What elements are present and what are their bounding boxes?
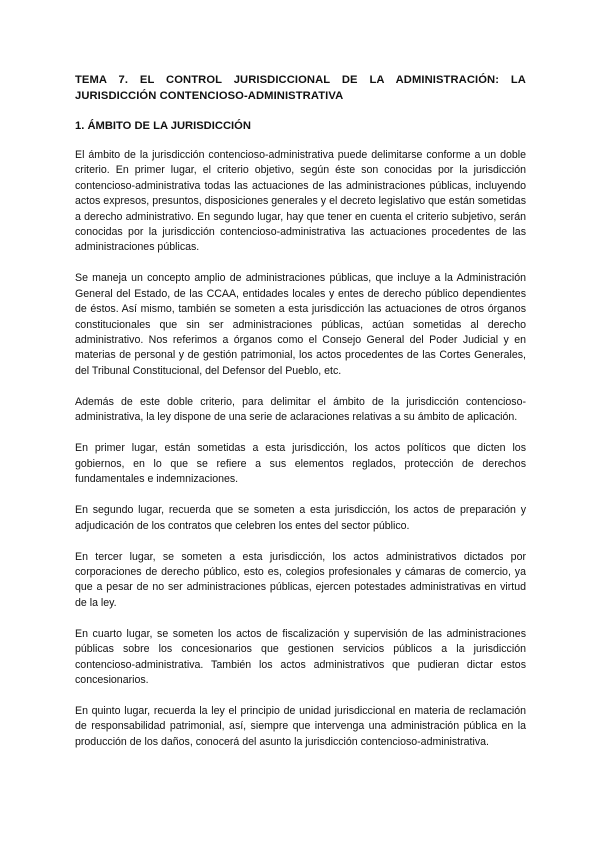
document-title: TEMA 7. EL CONTROL JURISDICCIONAL DE LA ADMINISTRACIÓN: LA JURISDICCIÓN CONTENCIOSO-ADMINISTRATIVA xyxy=(75,74,526,102)
paragraph-concept: Se maneja un concepto amplio de administraciones públicas, que incluye a la Administración General del Estado, de las CCAA, entidades locales y entes de derecho público dependientes de éstos. Así mismo, también se someten a esta jurisdicción las actuaciones de otros órganos constitucionales que sin ser administraciones públicas, actúan sometidas al derecho administrativo. Nos referimos a órganos como el Consejo General del Poder Judicial y en materias de personal y de gestión patrimonial, los actos procedentes de las Cortes Generales, del Tribunal Constitucional, del Defensor del Pueblo, etc. xyxy=(75,272,526,377)
paragraph-third: En tercer lugar, se someten a esta jurisdicción, los actos administrativos dictados por corporaciones de derecho público, esto es, colegios profesionales y cámaras de comercio, ya que a pesar de no ser administraciones públicas, ejercen potestades administrativas en virtud de la ley. xyxy=(75,550,526,609)
paragraph-fourth: En cuarto lugar, se someten los actos de fiscalización y supervisión de las administraciones públicas sobre los concesionarios que gestionen servicios públicos a la jurisdicción contencioso-administrativa. También los actos administrativos que pudieran dictar estos concesionarios. xyxy=(75,627,526,686)
section-heading: 1. ÁMBITO DE LA JURISDICCIÓN xyxy=(75,120,251,132)
paragraph-clarifications: Además de este doble criterio, para delimitar el ámbito de la jurisdicción contencioso-administrativa, la ley dispone de una serie de aclaraciones relativas a su ámbito de aplicación. xyxy=(75,395,526,424)
paragraph-first: En primer lugar, están sometidas a esta jurisdicción, los actos políticos que dicten los gobiernos, en lo que se refiere a sus elementos reglados, protección de derechos fundamentales e indemnizaciones. xyxy=(75,442,526,486)
paragraph-criteria: El ámbito de la jurisdicción contencioso-administrativa puede delimitarse conforme a un doble criterio. En primer lugar, el criterio objetivo, según éste son conocidas por la jurisdicción contencioso-administrativa todas las actuaciones de las administraciones públicas, incluyendo actos expresos, presuntos, disposiciones generales y el decreto legislativo que están sometidas a derecho administrativo. En segundo lugar, hay que tener en cuenta el criterio subjetivo, serán conocidas por la jurisdicción contencioso-administrativa las actuaciones procedentes de las administraciones públicas. xyxy=(75,149,526,254)
paragraph-fifth: En quinto lugar, recuerda la ley el principio de unidad jurisdiccional en materia de reclamación de responsabilidad patrimonial, así, siempre que intervenga una administración pública en la producción de los daños, conocerá del asunto la jurisdicción contencioso-administrativa. xyxy=(75,704,526,748)
document-page xyxy=(75,72,526,766)
paragraph-second: En segundo lugar, recuerda que se someten a esta jurisdicción, los actos de preparación y adjudicación de los contratos que celebren los entes del sector público. xyxy=(75,504,526,532)
